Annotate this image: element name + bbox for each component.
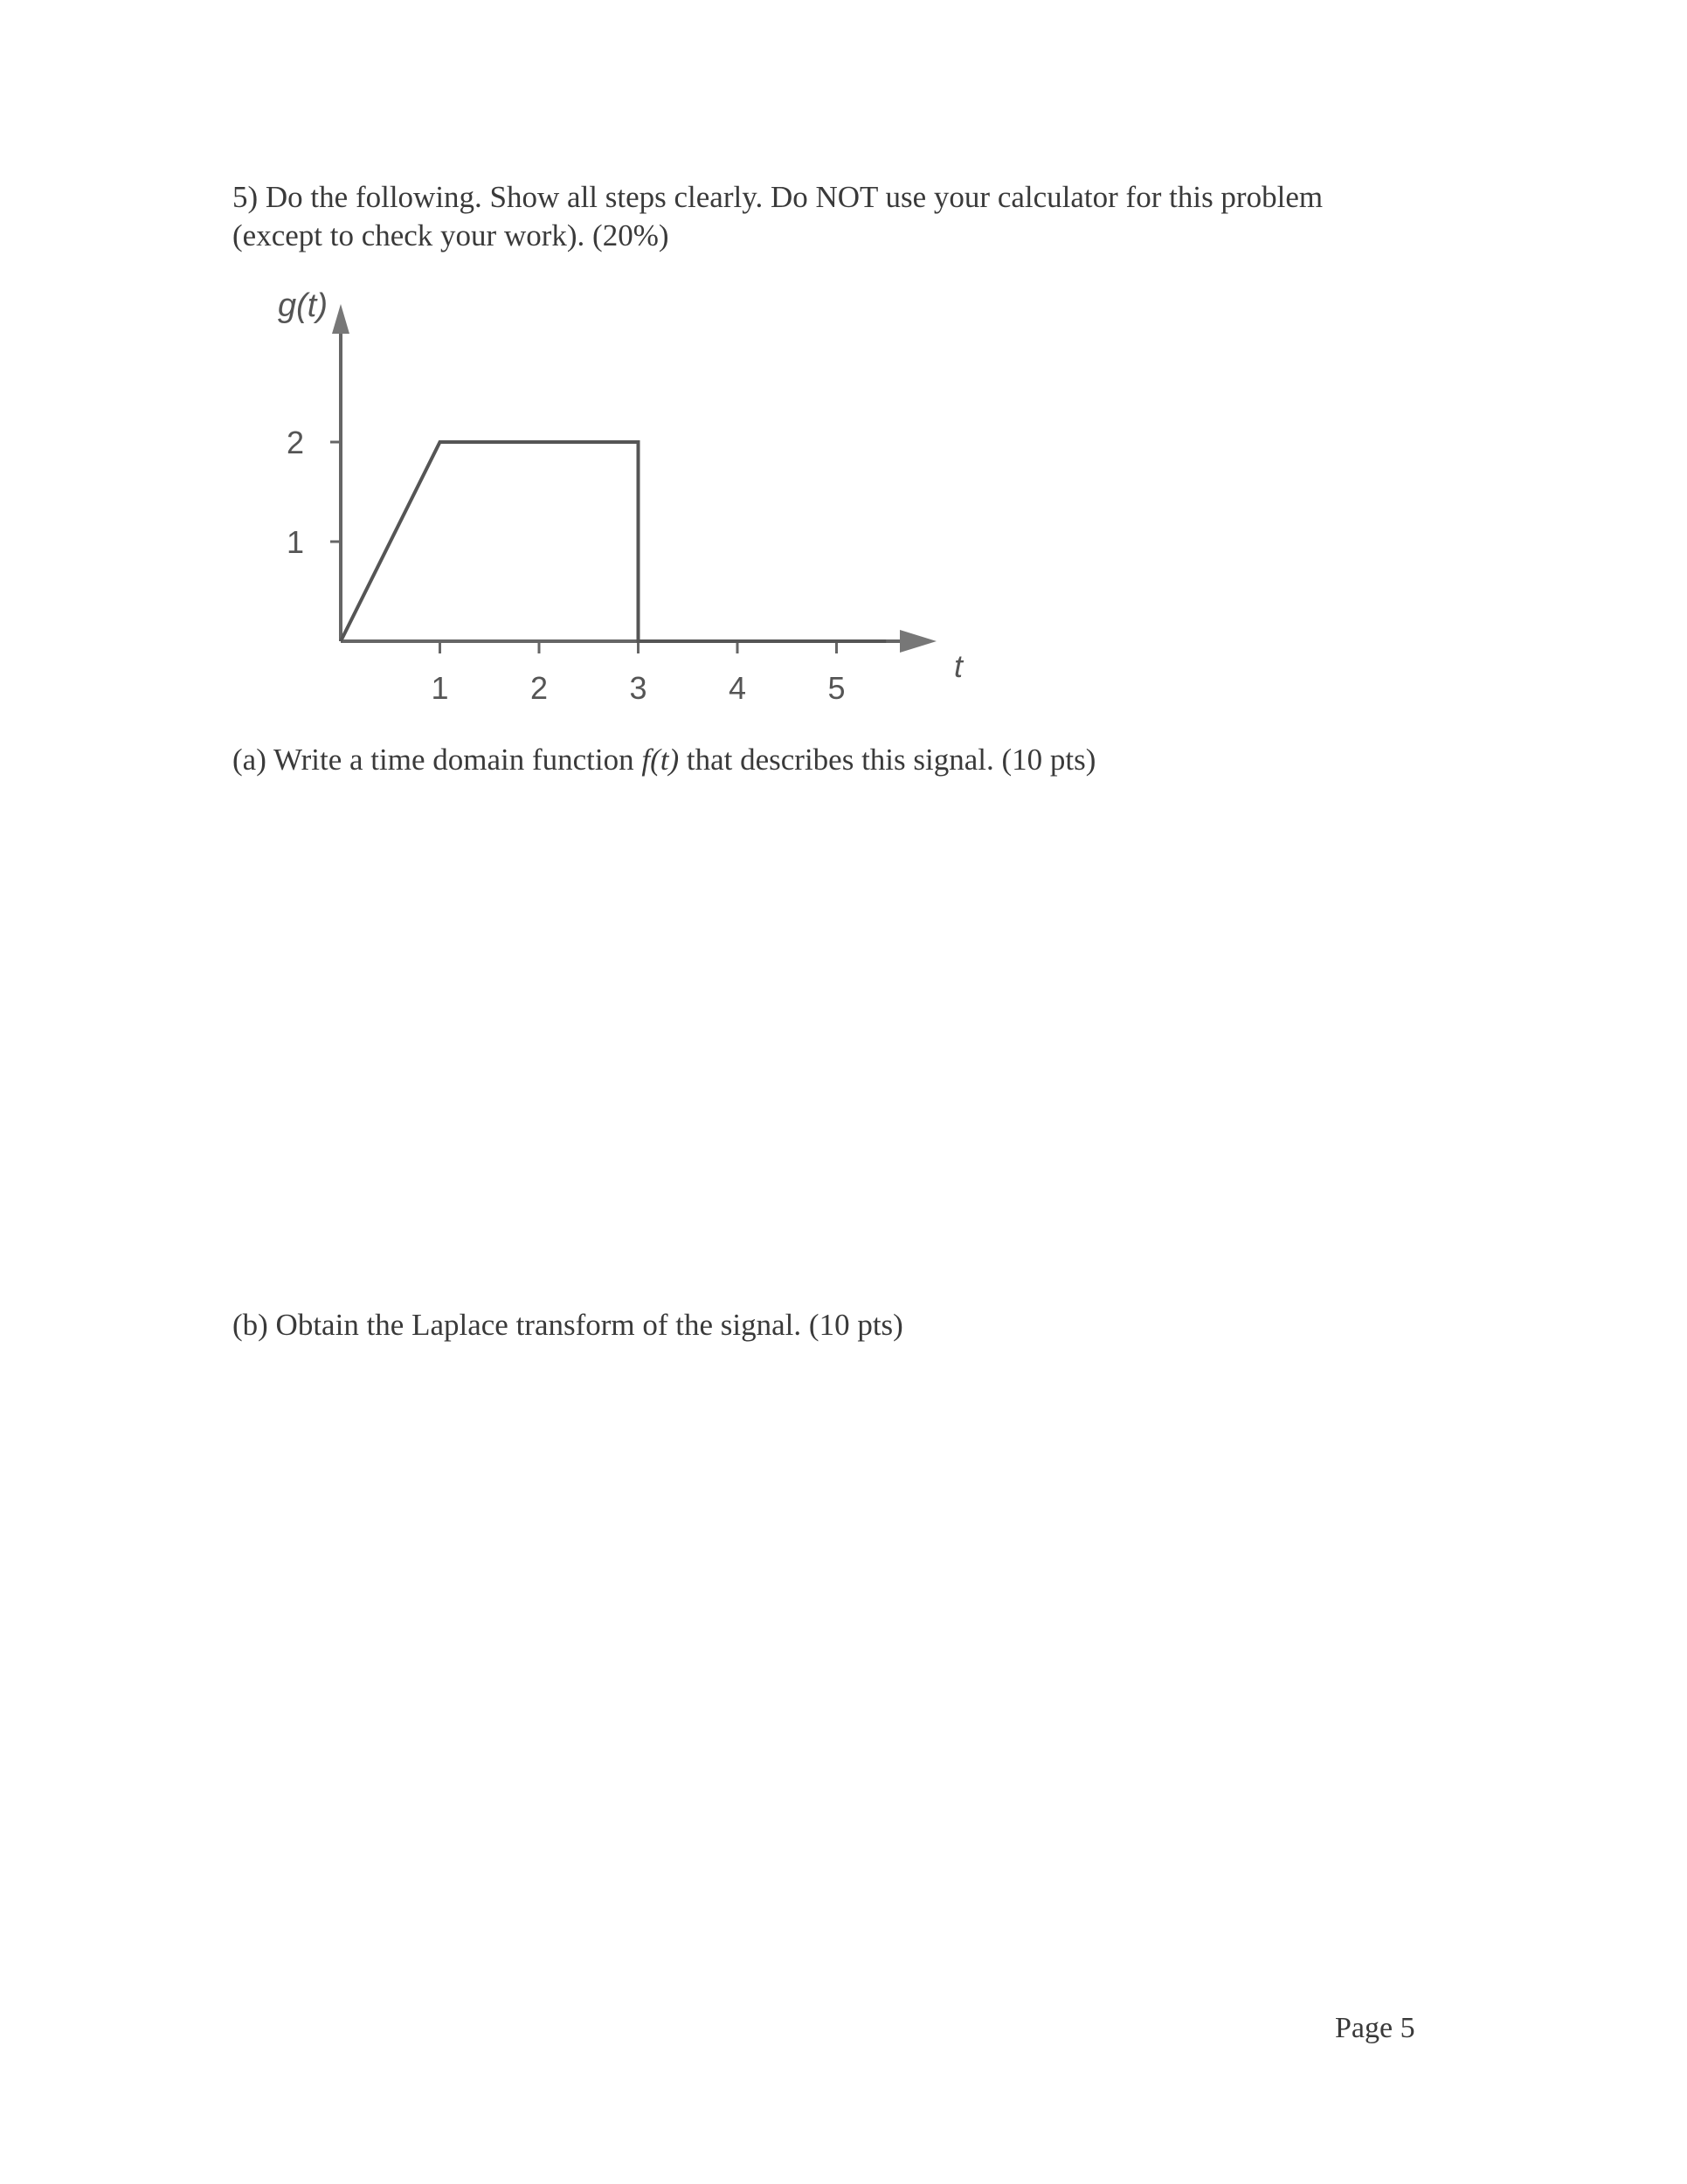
x-tick-label: 5 <box>827 670 846 706</box>
x-axis-arrow-icon <box>900 630 937 653</box>
signal-line <box>341 442 886 641</box>
y-tick-label: 2 <box>286 425 304 460</box>
y-tick-label: 1 <box>286 524 304 560</box>
page-number: Page 5 <box>1335 2012 1415 2044</box>
x-axis-label: t <box>954 648 964 684</box>
y-axis-label: g(t) <box>278 287 328 324</box>
part-a-prefix: (a) Write a time domain function <box>232 743 642 777</box>
part-a-prompt <box>232 743 1096 778</box>
part-a-function: f(t) <box>641 743 680 777</box>
y-axis-arrow-icon <box>332 304 349 334</box>
x-tick-label: 4 <box>728 670 747 706</box>
question-line-2: (except to check your work). (20%) <box>232 218 669 252</box>
question-line-1: 5) Do the following. Show all steps clearly. Do NOT use your calculator for this problem <box>232 180 1324 214</box>
part-b-prompt: (b) Obtain the Laplace transform of the signal. (10 pts) <box>232 1308 903 1342</box>
x-tick-label: 3 <box>629 670 647 706</box>
part-a-suffix: that describes this signal. (10 pts) <box>679 743 1096 777</box>
x-tick-label: 1 <box>431 670 449 706</box>
x-tick-label: 2 <box>529 670 549 706</box>
